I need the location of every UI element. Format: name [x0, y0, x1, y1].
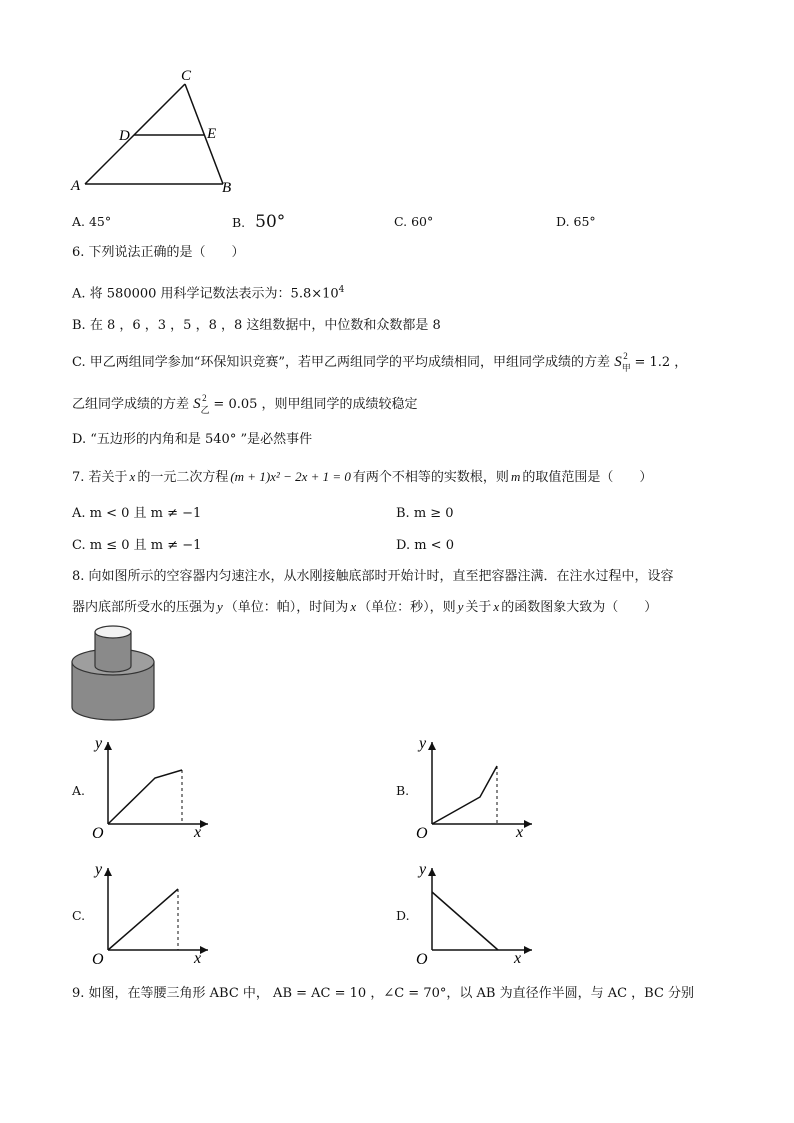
q6-option-c-value1: = 1.2 ，: [634, 355, 688, 370]
q8-stem-line1: 8. 向如图所示的空容器内匀速注水，从水刚接触底部时开始计时，直至把容器注满．在注水过程中，设容: [72, 569, 674, 584]
q7-equation: (m + 1)x² − 2x + 1 = 0: [230, 469, 351, 484]
q5-option-a[interactable]: A. 45°: [72, 214, 112, 229]
q6-variance-jia-sup: 2: [623, 351, 628, 361]
q6-option-a[interactable]: [72, 281, 344, 303]
q8-graph-a[interactable]: [88, 736, 218, 842]
segment-ac: [85, 84, 185, 184]
q8-graph-d[interactable]: [412, 862, 542, 968]
graph-c-origin: O: [92, 951, 104, 968]
q6-option-a-text: A. 将 580000 用科学记数法表示为：5.8×10: [72, 286, 339, 302]
q8-graph-c[interactable]: [88, 862, 218, 968]
q8-var-x: x: [350, 599, 357, 614]
q8-var-x2: x: [493, 599, 500, 614]
q8-var-y: y: [217, 599, 223, 614]
q6-variance-jia-symbol: S: [614, 354, 622, 370]
q6-option-c-text: C. 甲乙两组同学参加“环保知识竞赛”，若甲乙两组同学的平均成绩相同，甲组同学成绩的方差: [72, 355, 611, 370]
q6-variance-yi-sup: 2: [202, 393, 207, 403]
label-c: C: [181, 68, 192, 84]
q6-option-c-line1[interactable]: [72, 353, 687, 372]
q8-option-c-label[interactable]: C.: [72, 908, 86, 923]
q8-line2-mid3: 关于: [465, 600, 492, 615]
q7-stem: [72, 468, 652, 487]
q7-stem-mid2: 有两个不相等的实数根，则: [352, 470, 509, 485]
q9-stem: 9. 如图，在等腰三角形 ABC 中， AB = AC = 10 ，∠C = 70°，以 AB 为直径作半圆，与 AC ，BC 分别: [72, 986, 695, 1001]
graph-b-y-label: y: [419, 736, 427, 752]
q7-option-c[interactable]: C. m ≤ 0 且 m ≠ −1: [72, 538, 202, 553]
label-e: E: [207, 126, 217, 142]
graph-c-y-label: y: [95, 862, 103, 878]
q6-option-b[interactable]: B. 在 8 ，6 ，3 ，5 ，8 ，8 这组数据中，中位数和众数都是 8: [72, 318, 441, 333]
q8-line2-pre: 器内底部所受水的压强为: [72, 600, 216, 615]
q6-option-c-line2-pre: 乙组同学成绩的方差: [72, 397, 190, 412]
graph-c-curve: [108, 889, 178, 950]
q8-option-d-label[interactable]: D.: [396, 908, 410, 923]
q8-stem-line2: [72, 598, 657, 617]
label-b: B: [222, 180, 232, 196]
q8-option-a-label[interactable]: A.: [72, 783, 86, 798]
q6-variance-yi: [193, 393, 213, 415]
q5-option-b[interactable]: [232, 212, 285, 232]
graph-a-origin: O: [92, 825, 104, 842]
q8-line2-mid2: （单位：秒），则: [358, 600, 456, 615]
q6-variance-jia: [614, 351, 634, 373]
graph-c-x-label: x: [194, 950, 202, 967]
q7-stem-mid: 的一元二次方程: [137, 470, 229, 485]
label-a: A: [71, 178, 81, 194]
graph-b-x-label: x: [516, 824, 524, 841]
graph-d-curve: [432, 892, 498, 950]
label-d: D: [119, 128, 130, 144]
q7-var-m: m: [510, 469, 521, 484]
q7-option-b[interactable]: B. m ≥ 0: [396, 506, 454, 521]
q5-option-b-value: 50°: [255, 212, 286, 232]
q8-graph-b[interactable]: [412, 736, 542, 842]
q5-option-d[interactable]: D. 65°: [556, 214, 596, 229]
q6-option-a-exponent: 4: [338, 285, 345, 295]
q7-option-a[interactable]: A. m < 0 且 m ≠ −1: [72, 506, 202, 521]
q6-stem: 6. 下列说法正确的是（ ）: [72, 245, 245, 260]
q7-var-x: x: [129, 469, 136, 484]
q6-option-d[interactable]: D. “五边形的内角和是 540° ”是必然事件: [72, 432, 313, 447]
graph-a-x-label: x: [194, 824, 202, 841]
segment-cb: [185, 84, 223, 184]
graph-a-y-label: y: [95, 736, 103, 752]
q8-line2-post: 的函数图象大致为（ ）: [501, 600, 658, 615]
q6-variance-yi-sub: 乙: [200, 405, 210, 415]
q5-option-b-letter: B.: [232, 215, 246, 230]
q5-option-c[interactable]: C. 60°: [394, 214, 434, 229]
graph-b-origin: O: [416, 825, 428, 842]
q8-option-b-label[interactable]: B.: [396, 783, 410, 798]
graph-d-y-label: y: [419, 862, 427, 878]
container-figure: [68, 622, 158, 722]
q7-option-d[interactable]: D. m < 0: [396, 538, 454, 553]
q8-line2-mid: （单位：帕），时间为: [224, 600, 349, 615]
graph-b-curve: [432, 766, 497, 824]
q6-variance-jia-sub: 甲: [621, 363, 631, 373]
q6-variance-yi-symbol: S: [193, 396, 201, 412]
graph-a-curve: [108, 770, 182, 824]
q7-stem-post: 的取值范围是（ ）: [522, 470, 653, 485]
triangle-figure: [60, 62, 250, 197]
graph-d-origin: O: [416, 951, 428, 968]
graph-d-x-label: x: [514, 950, 522, 967]
q8-var-y2: y: [457, 599, 464, 614]
q6-option-c-line2[interactable]: [72, 395, 418, 414]
q7-stem-pre: 7. 若关于: [72, 470, 128, 485]
q6-option-c-value2: = 0.05 ，则甲组同学的成绩较稳定: [213, 397, 418, 412]
